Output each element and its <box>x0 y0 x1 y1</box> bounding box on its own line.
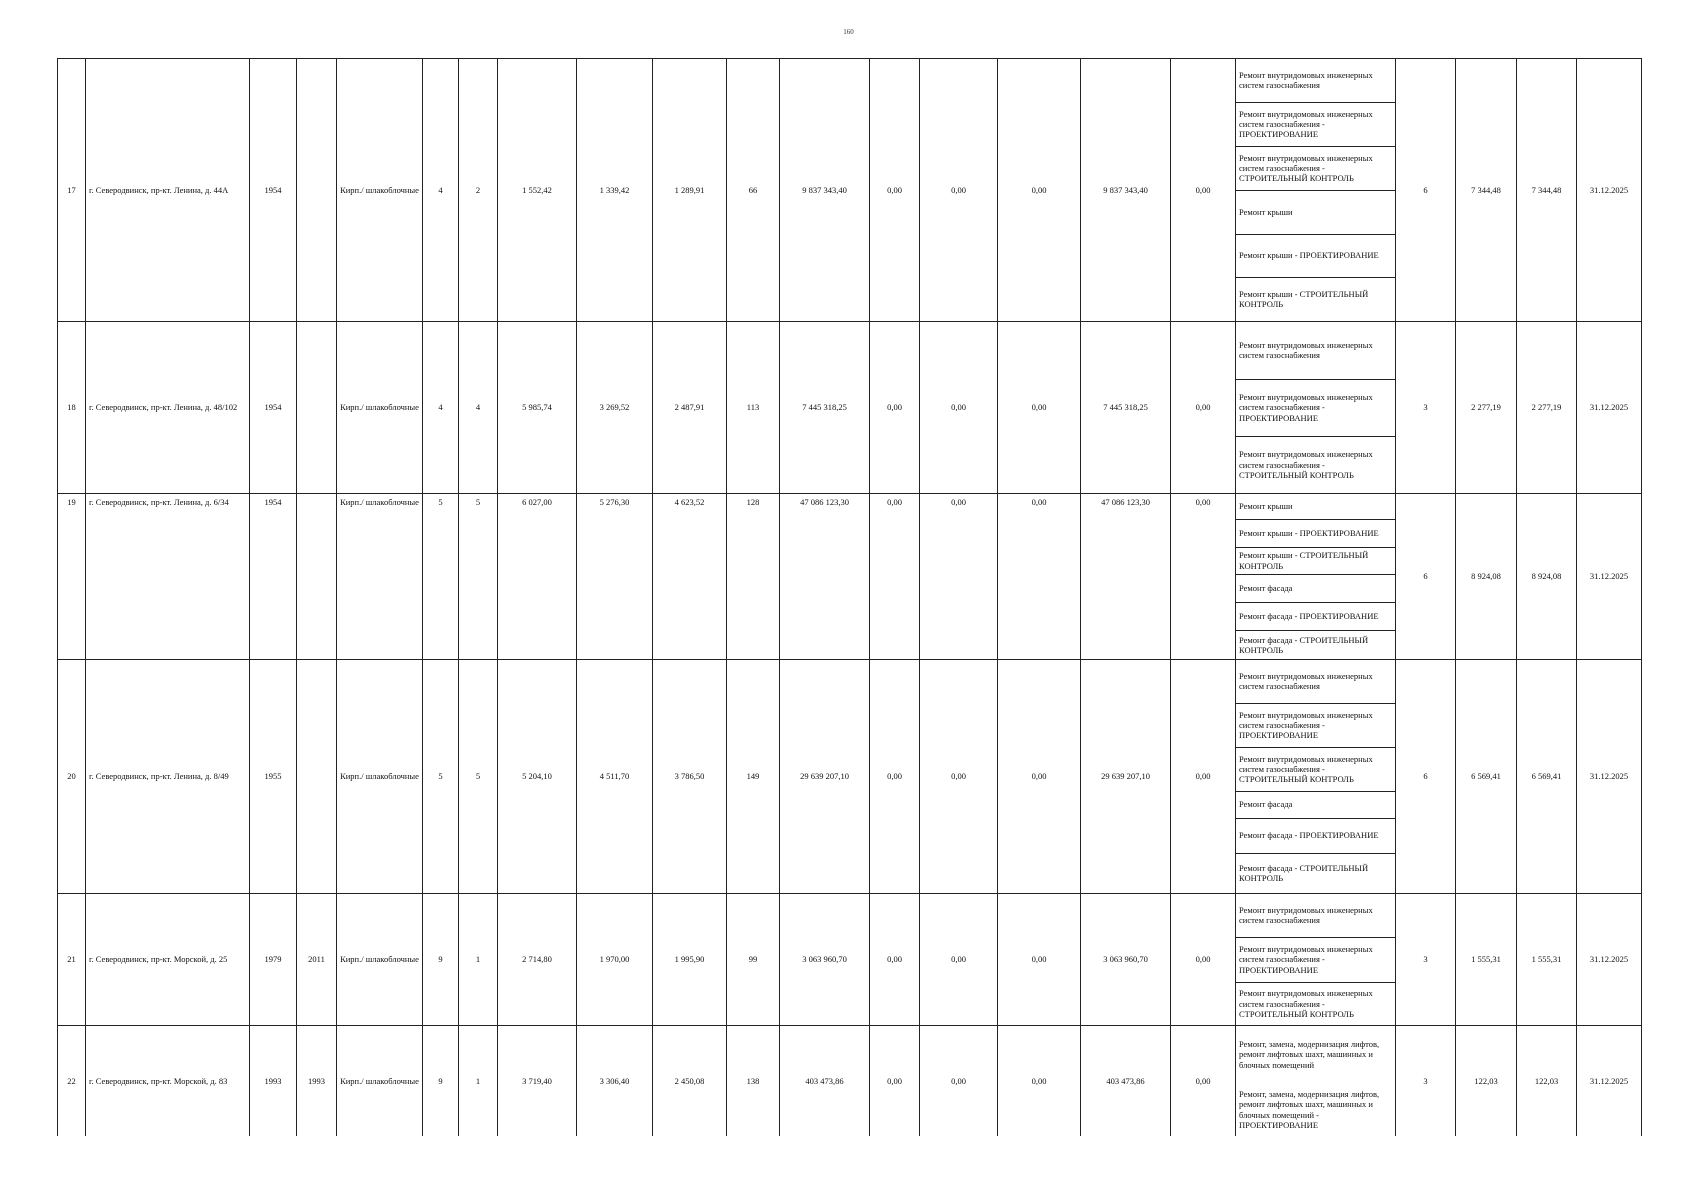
cell-address: г. Северодвинск, пр-кт. Ленина, д. 48/102 <box>86 322 250 494</box>
cell-floors: 9 <box>423 1026 459 1137</box>
cell-wall-material: Кирп./ шлакоблочные <box>337 894 423 1026</box>
cell-year-built: 1954 <box>250 59 297 322</box>
cell-works-list <box>1236 322 1396 494</box>
cell-floors: 4 <box>423 322 459 494</box>
cell-entrances: 1 <box>459 894 498 1026</box>
cell-fund-regional: 0,00 <box>920 322 998 494</box>
cell-fund-other: 0,00 <box>1171 660 1236 894</box>
work-item: Ремонт крыши <box>1236 494 1395 519</box>
cell-works-count: 3 <box>1396 322 1456 494</box>
cell-row-number: 21 <box>58 894 86 1026</box>
cell-area-total: 1 552,42 <box>498 59 577 322</box>
cell-fund-regional: 0,00 <box>920 494 998 660</box>
cell-wall-material: Кирп./ шлакоблочные <box>337 59 423 322</box>
cell-works-count: 3 <box>1396 1026 1456 1137</box>
cell-unit-cost: 6 569,41 <box>1456 660 1517 894</box>
cell-works-count: 6 <box>1396 494 1456 660</box>
cell-year-built: 1954 <box>250 322 297 494</box>
cell-residents: 66 <box>727 59 780 322</box>
table-row <box>58 322 1642 494</box>
cell-works-list <box>1236 1026 1396 1137</box>
cell-entrances: 1 <box>459 1026 498 1137</box>
cell-floors: 5 <box>423 494 459 660</box>
cell-unit-cost: 8 924,08 <box>1456 494 1517 660</box>
cell-works-list <box>1236 59 1396 322</box>
work-item: Ремонт крыши - ПРОЕКТИРОВАНИЕ <box>1236 519 1395 547</box>
work-item: Ремонт фасада - СТРОИТЕЛЬНЫЙ КОНТРОЛЬ <box>1239 863 1369 884</box>
cell-floors: 5 <box>423 660 459 894</box>
cell-year-reconstructed: 2011 <box>297 894 337 1026</box>
work-item: Ремонт внутридомовых инженерных систем газоснабжения - ПРОЕКТИРОВАНИЕ <box>1236 703 1395 747</box>
cell-unit-cost: 2 277,19 <box>1456 322 1517 494</box>
cell-fund-local: 0,00 <box>998 322 1081 494</box>
cell-row-number: 18 <box>58 322 86 494</box>
cell-entrances: 5 <box>459 660 498 894</box>
work-item: Ремонт фасада <box>1236 574 1395 602</box>
cell-row-number: 17 <box>58 59 86 322</box>
cell-fund-federal: 0,00 <box>870 322 920 494</box>
cell-fund-other: 0,00 <box>1171 59 1236 322</box>
cell-address: г. Северодвинск, пр-кт. Ленина, д. 6/34 <box>86 494 250 660</box>
cell-works-list <box>1236 894 1396 1026</box>
cell-works-count: 6 <box>1396 660 1456 894</box>
cell-fund-local: 0,00 <box>998 1026 1081 1137</box>
work-item: Ремонт внутридомовых инженерных систем газоснабжения - СТРОИТЕЛЬНЫЙ КОНТРОЛЬ <box>1236 146 1395 190</box>
work-item: Ремонт внутридомовых инженерных систем газоснабжения <box>1236 660 1395 703</box>
work-item: Ремонт внутридомовых инженерных систем газоснабжения - СТРОИТЕЛЬНЫЙ КОНТРОЛЬ <box>1236 747 1395 791</box>
cell-fund-owners: 29 639 207,10 <box>1081 660 1171 894</box>
cell-fund-federal: 0,00 <box>870 59 920 322</box>
cell-unit-cost-max: 7 344,48 <box>1517 59 1577 322</box>
cell-area-total: 5 985,74 <box>498 322 577 494</box>
cell-fund-regional: 0,00 <box>920 1026 998 1137</box>
cell-fund-other: 0,00 <box>1171 322 1236 494</box>
cell-entrances: 2 <box>459 59 498 322</box>
work-item: Ремонт внутридомовых инженерных систем газоснабжения - ПРОЕКТИРОВАНИЕ <box>1236 379 1395 436</box>
cell-entrances: 4 <box>459 322 498 494</box>
cell-area-living: 1 970,00 <box>577 894 653 1026</box>
cell-area-total: 3 719,40 <box>498 1026 577 1137</box>
cell-area-total: 6 027,00 <box>498 494 577 660</box>
cell-year-reconstructed <box>297 494 337 660</box>
cell-area-living: 1 339,42 <box>577 59 653 322</box>
cell-residents: 99 <box>727 894 780 1026</box>
cell-fund-regional: 0,00 <box>920 894 998 1026</box>
work-item: Ремонт внутридомовых инженерных систем газоснабжения - СТРОИТЕЛЬНЫЙ КОНТРОЛЬ <box>1239 449 1373 480</box>
cell-year-reconstructed <box>297 322 337 494</box>
work-item: Ремонт, замена, модернизация лифтов, ремонт лифтовых шахт, машинных и блочных помещений - ПРОЕКТИРОВАНИЕ <box>1239 1089 1380 1130</box>
cell-area-total: 2 714,80 <box>498 894 577 1026</box>
table-row <box>58 660 1642 894</box>
cell-fund-owners: 3 063 960,70 <box>1081 894 1171 1026</box>
cell-unit-cost-max: 6 569,41 <box>1517 660 1577 894</box>
cell-year-reconstructed: 1993 <box>297 1026 337 1137</box>
work-item: Ремонт крыши - ПРОЕКТИРОВАНИЕ <box>1236 234 1395 277</box>
page-number: 160 <box>843 28 854 36</box>
cell-fund-federal: 0,00 <box>870 1026 920 1137</box>
capital-repair-table <box>57 58 1642 1136</box>
cell-unit-cost: 122,03 <box>1456 1026 1517 1137</box>
cell-cost-total: 7 445 318,25 <box>780 322 870 494</box>
cell-area-owned: 3 786,50 <box>653 660 727 894</box>
cell-year-built: 1954 <box>250 494 297 660</box>
cell-cost-total: 47 086 123,30 <box>780 494 870 660</box>
work-item: Ремонт внутридомовых инженерных систем газоснабжения <box>1236 322 1395 379</box>
work-item: Ремонт крыши <box>1236 190 1395 234</box>
cell-area-living: 3 306,40 <box>577 1026 653 1137</box>
cell-fund-local: 0,00 <box>998 59 1081 322</box>
cell-deadline: 31.12.2025 <box>1577 894 1642 1026</box>
cell-area-living: 4 511,70 <box>577 660 653 894</box>
cell-wall-material: Кирп./ шлакоблочные <box>337 1026 423 1137</box>
work-item: Ремонт крыши - СТРОИТЕЛЬНЫЙ КОНТРОЛЬ <box>1236 547 1395 574</box>
work-item: Ремонт, замена, модернизация лифтов, ремонт лифтовых шахт, машинных и блочных помещений <box>1239 1039 1380 1070</box>
cell-wall-material: Кирп./ шлакоблочные <box>337 494 423 660</box>
cell-row-number: 19 <box>58 494 86 660</box>
work-item: Ремонт внутридомовых инженерных систем газоснабжения - ПРОЕКТИРОВАНИЕ <box>1236 102 1395 146</box>
table-row <box>58 1026 1642 1137</box>
cell-fund-federal: 0,00 <box>870 494 920 660</box>
cell-area-owned: 4 623,52 <box>653 494 727 660</box>
cell-area-owned: 1 289,91 <box>653 59 727 322</box>
cell-area-living: 3 269,52 <box>577 322 653 494</box>
work-item: Ремонт фасада - ПРОЕКТИРОВАНИЕ <box>1236 602 1395 630</box>
cell-fund-owners: 403 473,86 <box>1081 1026 1171 1137</box>
cell-unit-cost: 7 344,48 <box>1456 59 1517 322</box>
cell-year-reconstructed <box>297 59 337 322</box>
work-item: Ремонт фасада <box>1236 791 1395 818</box>
cell-fund-local: 0,00 <box>998 660 1081 894</box>
cell-address: г. Северодвинск, пр-кт. Морской, д. 25 <box>86 894 250 1026</box>
cell-residents: 113 <box>727 322 780 494</box>
cell-works-count: 6 <box>1396 59 1456 322</box>
cell-area-owned: 2 487,91 <box>653 322 727 494</box>
cell-residents: 138 <box>727 1026 780 1137</box>
cell-address: г. Северодвинск, пр-кт. Ленина, д. 8/49 <box>86 660 250 894</box>
cell-unit-cost-max: 2 277,19 <box>1517 322 1577 494</box>
cell-wall-material: Кирп./ шлакоблочные <box>337 322 423 494</box>
cell-works-count: 3 <box>1396 894 1456 1026</box>
cell-cost-total: 29 639 207,10 <box>780 660 870 894</box>
cell-fund-other: 0,00 <box>1171 494 1236 660</box>
cell-address: г. Северодвинск, пр-кт. Морской, д. 83 <box>86 1026 250 1137</box>
cell-area-total: 5 204,10 <box>498 660 577 894</box>
cell-entrances: 5 <box>459 494 498 660</box>
cell-deadline: 31.12.2025 <box>1577 1026 1642 1137</box>
cell-area-owned: 1 995,90 <box>653 894 727 1026</box>
cell-fund-federal: 0,00 <box>870 894 920 1026</box>
cell-floors: 9 <box>423 894 459 1026</box>
work-item: Ремонт внутридомовых инженерных систем газоснабжения <box>1236 59 1395 102</box>
work-item: Ремонт фасада - СТРОИТЕЛЬНЫЙ КОНТРОЛЬ <box>1239 634 1369 655</box>
cell-fund-owners: 7 445 318,25 <box>1081 322 1171 494</box>
cell-fund-other: 0,00 <box>1171 1026 1236 1137</box>
cell-residents: 128 <box>727 494 780 660</box>
cell-year-built: 1993 <box>250 1026 297 1137</box>
cell-unit-cost: 1 555,31 <box>1456 894 1517 1026</box>
work-item: Ремонт внутридомовых инженерных систем газоснабжения - ПРОЕКТИРОВАНИЕ <box>1236 937 1395 982</box>
work-item: Ремонт внутридомовых инженерных систем газоснабжения - СТРОИТЕЛЬНЫЙ КОНТРОЛЬ <box>1239 988 1373 1019</box>
cell-year-built: 1955 <box>250 660 297 894</box>
work-item: Ремонт внутридомовых инженерных систем газоснабжения <box>1236 894 1395 937</box>
cell-floors: 4 <box>423 59 459 322</box>
table-row <box>58 59 1642 322</box>
cell-cost-total: 9 837 343,40 <box>780 59 870 322</box>
cell-works-list <box>1236 494 1396 660</box>
table-row <box>58 894 1642 1026</box>
cell-unit-cost-max: 8 924,08 <box>1517 494 1577 660</box>
cell-works-list <box>1236 660 1396 894</box>
cell-fund-local: 0,00 <box>998 894 1081 1026</box>
cell-fund-local: 0,00 <box>998 494 1081 660</box>
cell-deadline: 31.12.2025 <box>1577 322 1642 494</box>
cell-area-living: 5 276,30 <box>577 494 653 660</box>
cell-deadline: 31.12.2025 <box>1577 494 1642 660</box>
table-row <box>58 494 1642 660</box>
cell-fund-regional: 0,00 <box>920 59 998 322</box>
cell-fund-regional: 0,00 <box>920 660 998 894</box>
cell-cost-total: 3 063 960,70 <box>780 894 870 1026</box>
cell-row-number: 20 <box>58 660 86 894</box>
cell-cost-total: 403 473,86 <box>780 1026 870 1137</box>
cell-unit-cost-max: 122,03 <box>1517 1026 1577 1137</box>
cell-fund-owners: 9 837 343,40 <box>1081 59 1171 322</box>
cell-fund-owners: 47 086 123,30 <box>1081 494 1171 660</box>
cell-row-number: 22 <box>58 1026 86 1137</box>
cell-year-built: 1979 <box>250 894 297 1026</box>
cell-address: г. Северодвинск, пр-кт. Ленина, д. 44А <box>86 59 250 322</box>
cell-wall-material: Кирп./ шлакоблочные <box>337 660 423 894</box>
cell-year-reconstructed <box>297 660 337 894</box>
cell-fund-federal: 0,00 <box>870 660 920 894</box>
cell-deadline: 31.12.2025 <box>1577 660 1642 894</box>
cell-residents: 149 <box>727 660 780 894</box>
cell-area-owned: 2 450,08 <box>653 1026 727 1137</box>
cell-deadline: 31.12.2025 <box>1577 59 1642 322</box>
cell-fund-other: 0,00 <box>1171 894 1236 1026</box>
work-item: Ремонт фасада - ПРОЕКТИРОВАНИЕ <box>1236 818 1395 853</box>
cell-unit-cost-max: 1 555,31 <box>1517 894 1577 1026</box>
work-item: Ремонт крыши - СТРОИТЕЛЬНЫЙ КОНТРОЛЬ <box>1239 289 1369 310</box>
